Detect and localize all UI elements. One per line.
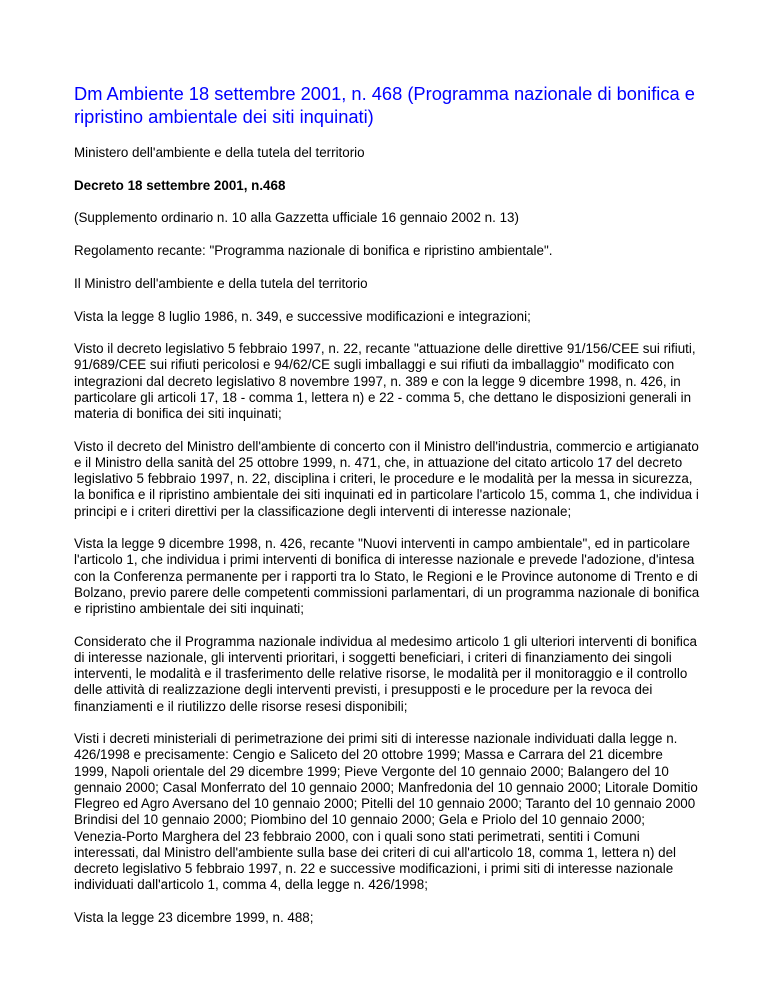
recital-paragraph: Vista la legge 9 dicembre 1998, n. 426, recante "Nuovi interventi in campo ambientale", ed in particolare l'articolo 1, che individua i primi interventi di bonifica di interesse nazionale e prevede l'adozione, d'intesa con la Conferenza permanente per i rapporti tra lo Stato, le Regioni e le Province autonome di Trento e di Bolzano, previo parere delle competenti commissioni parlamentari, di un programma nazionale di bonifica e ripristino ambientale dei siti inquinati; bbox=[74, 536, 700, 617]
recital-paragraph: Visto il decreto del Ministro dell'ambiente di concerto con il Ministro dell'industria, commercio e artigianato e il Ministro della sanità del 25 ottobre 1999, n. 471, che, in attuazione del citato articolo 17 del decreto legislativo 5 febbraio 1997, n. 22, disciplina i criteri, le procedure e le modalità per la messa in sicurezza, la bonifica e il ripristino ambientale dei siti inquinati ed in particolare l'articolo 15, comma 1, che individua i principi e i criteri direttivi per la classificazione degli interventi di interesse nazionale; bbox=[74, 438, 699, 519]
publication-reference: (Supplemento ordinario n. 10 alla Gazzetta ufficiale 16 gennaio 2002 n. 13) bbox=[74, 210, 519, 226]
recital-paragraph: Visto il decreto legislativo 5 febbraio 1997, n. 22, recante "attuazione delle direttive 91/156/CEE sui rifiuti, 91/689/CEE sui rifiuti pericolosi e 94/62/CE sugli imballaggi e sui rifiuti da imballaggio" modificato con integrazioni dal decreto legislativo 8 novembre 1997, n. 389 e con la legge 9 dicembre 1998, n. 426, in particolare gli articoli 17, 18 - comma 1, lettera n) e 22 - comma 5, che dettano le disposizioni generali in materia di bonifica dei siti inquinati; bbox=[74, 341, 696, 422]
document-title: Dm Ambiente 18 settembre 2001, n. 468 (Programma nazionale di bonifica e ripristino ambientale dei siti inquinati) bbox=[74, 83, 695, 127]
issuer-line: Il Ministro dell'ambiente e della tutela del territorio bbox=[74, 275, 368, 291]
document-page bbox=[74, 82, 700, 943]
recital-paragraph: Considerato che il Programma nazionale individua al medesimo articolo 1 gli ulteriori interventi di bonifica di interesse nazionale, gli interventi prioritari, i soggetti beneficiari, i criteri di finanziamento dei singoli interventi, le modalità e il trasferimento delle relative risorse, le modalità per il monitoraggio e il controllo delle attività di realizzazione degli interventi previsti, i presupposti e le procedure per la revoca dei finanziamenti e il riutilizzo delle risorse resesi disponibili; bbox=[74, 633, 697, 714]
recital-paragraph: Visti i decreti ministeriali di perimetrazione dei primi siti di interesse nazionale individuati dalla legge n. 426/1998 e precisamente: Cengio e Saliceto del 20 ottobre 1999; Massa e Carrara del 21 dicembre 1999, Napoli orientale del 29 dicembre 1999; Pieve Vergonte del 10 gennaio 2000; Balangero del 10 gennaio 2000; Casal Monferrato del 10 gennaio 2000; Manfredonia del 10 gennaio 2000; Litorale Domitio Flegreo ed Agro Aversano del 10 gennaio 2000; Pitelli del 10 gennaio 2000; Taranto del 10 gennaio 2000 Brindisi del 10 gennaio 2000; Piombino del 10 gennaio 2000; Gela e Priolo del 10 gennaio 2000; Venezia-Porto Marghera del 23 febbraio 2000, con i quali sono stati perimetrati, sentiti i Comuni interessati, dal Ministro dell'ambiente sulla base dei criteri di cui all'articolo 18, comma 1, lettera n) del decreto legislativo 5 febbraio 1997, n. 22 e successive modificazioni, i primi siti di interesse nazionale individuati dall'articolo 1, comma 4, della legge n. 426/1998; bbox=[74, 731, 698, 893]
recital-paragraph: Vista la legge 8 luglio 1986, n. 349, e successive modificazioni e integrazioni; bbox=[74, 308, 531, 324]
recital-paragraph: Vista la legge 23 dicembre 1999, n. 488; bbox=[74, 909, 314, 925]
decree-heading: Decreto 18 settembre 2001, n.468 bbox=[74, 177, 286, 193]
regulation-subject: Regolamento recante: "Programma nazionale di bonifica e ripristino ambientale". bbox=[74, 243, 553, 259]
issuing-ministry: Ministero dell'ambiente e della tutela del territorio bbox=[74, 145, 365, 160]
